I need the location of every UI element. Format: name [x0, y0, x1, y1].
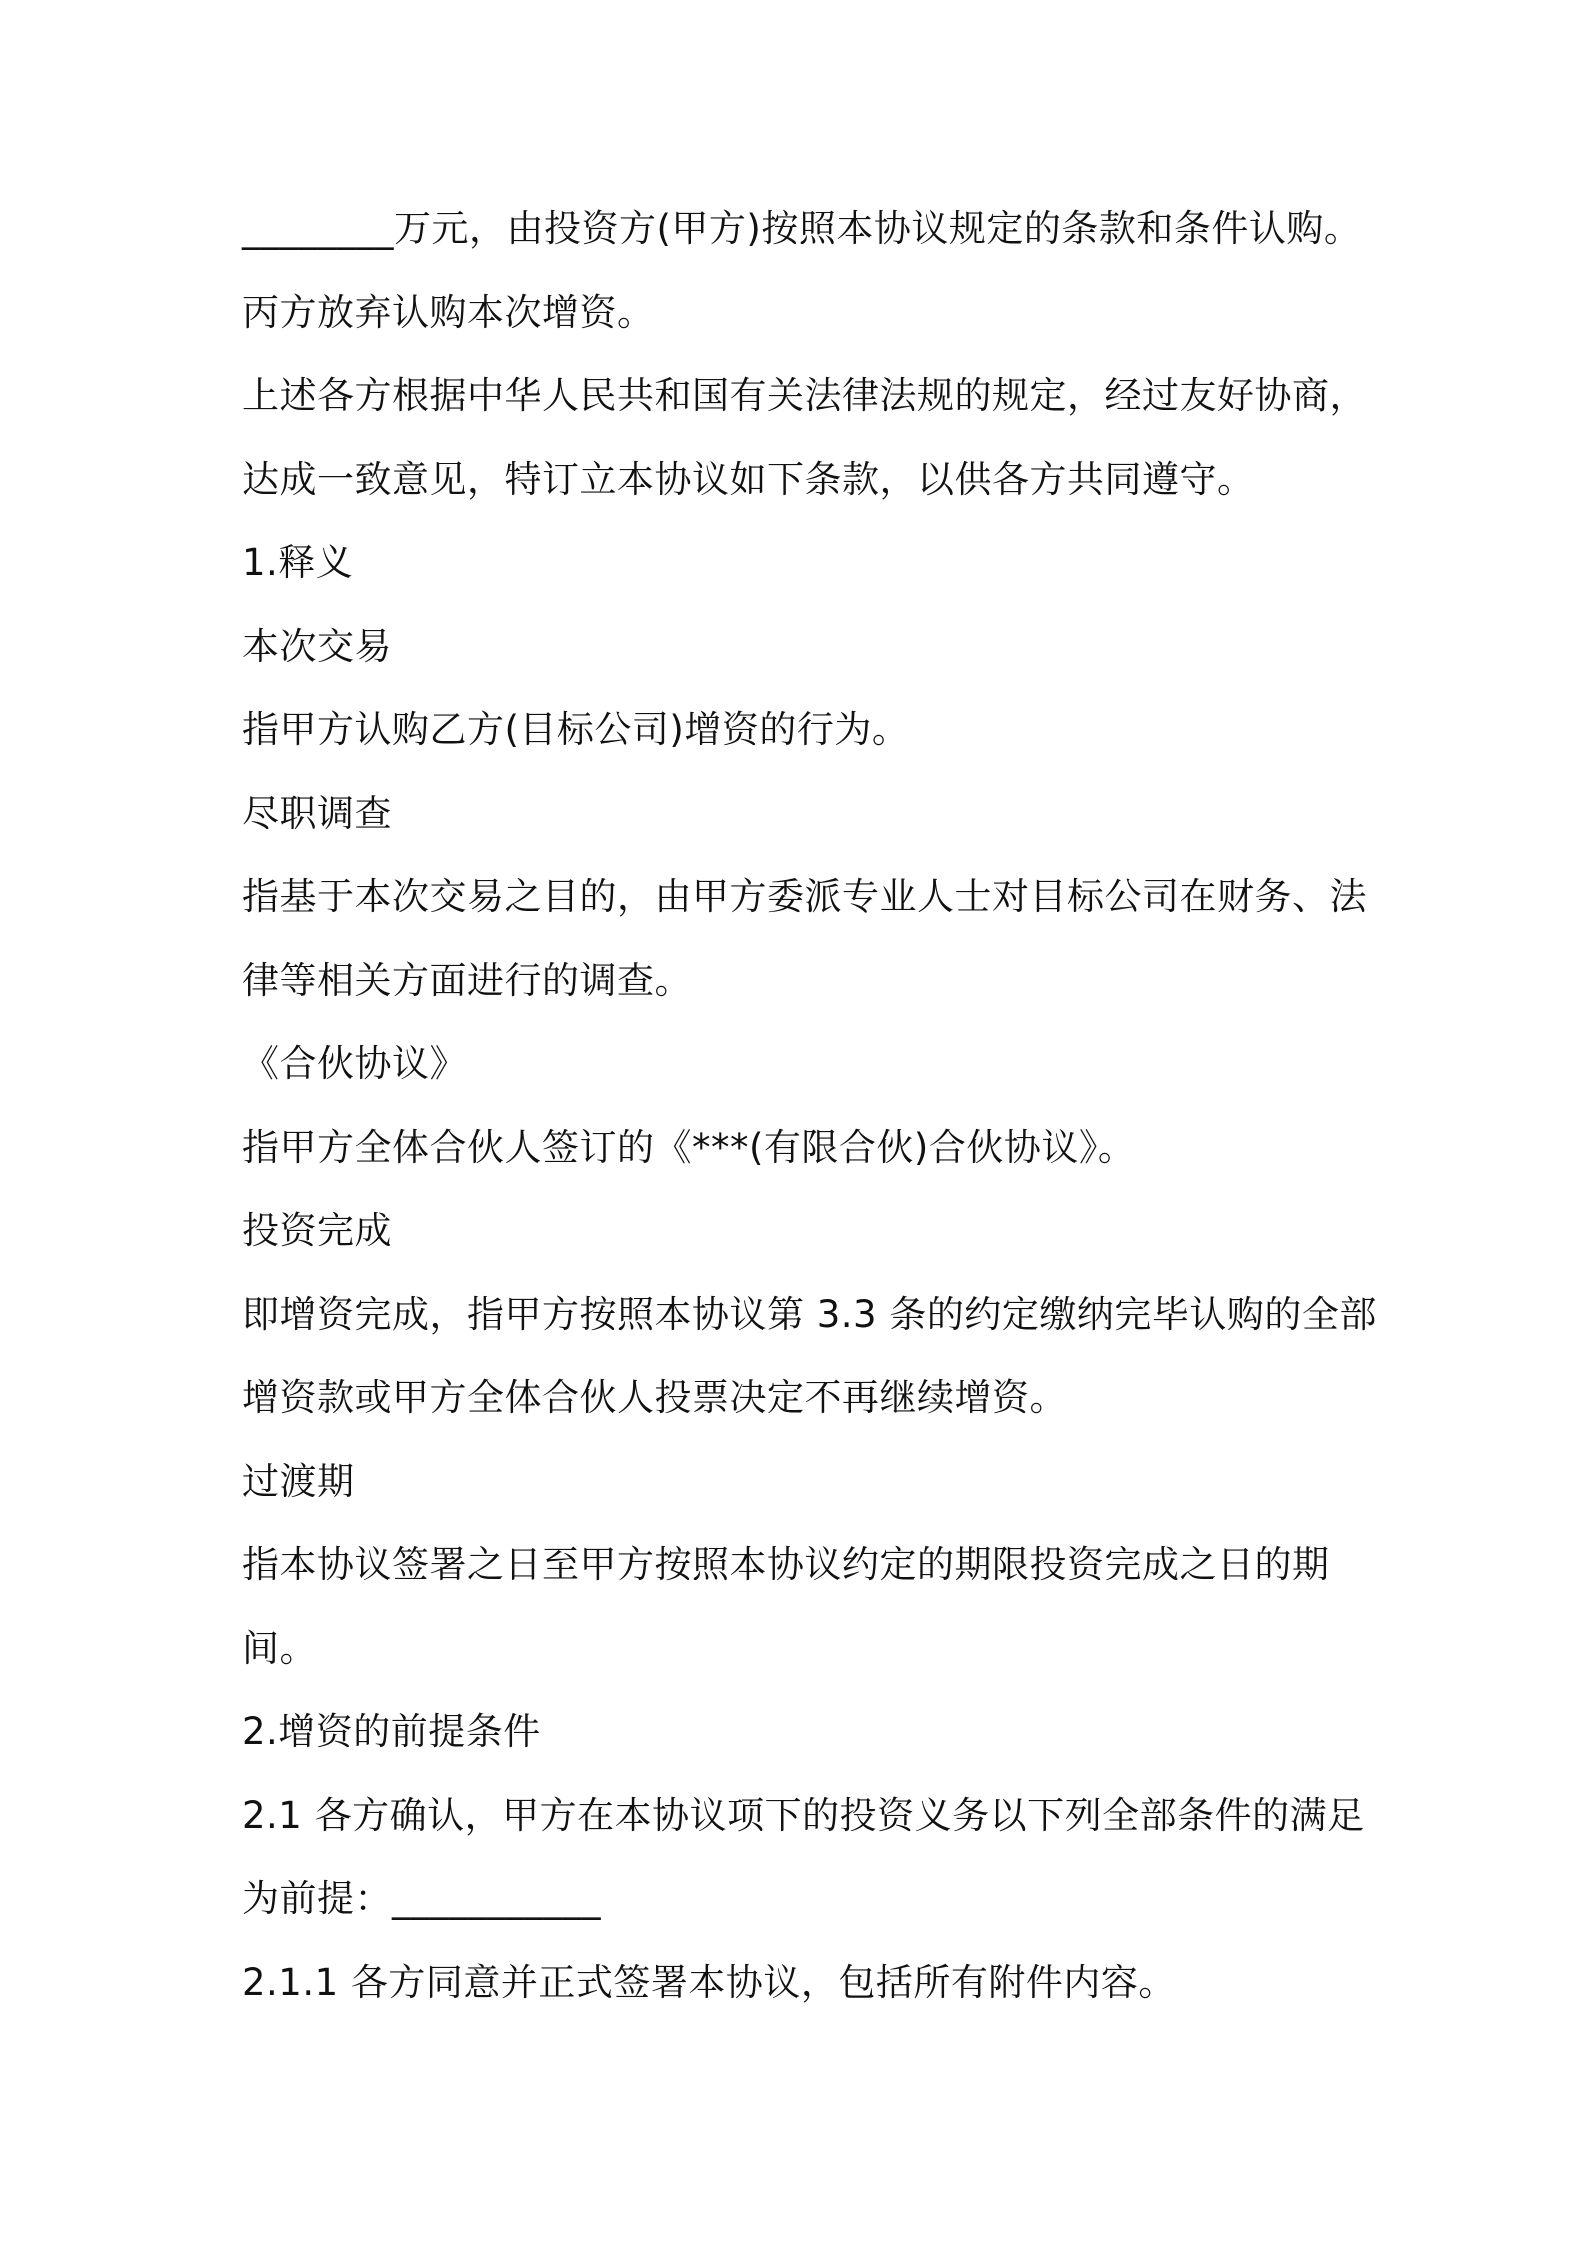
- text-line: 间。: [242, 1626, 317, 1670]
- term-heading: 《合伙协议》: [242, 1042, 467, 1085]
- text-line: ________万元，由投资方(甲方)按照本协议规定的条款和条件认购。: [242, 207, 1362, 250]
- term-heading: 过渡期: [242, 1459, 355, 1503]
- section-heading: 1.释义: [242, 541, 354, 584]
- term-heading: 投资完成: [242, 1209, 392, 1252]
- text-line: 指本协议签署之日至甲方按照本协议约定的期限投资完成之日的期: [242, 1543, 1330, 1586]
- text-line: 指甲方全体合伙人签订的《***(有限合伙)合伙协议》。: [242, 1125, 1136, 1169]
- text-line: 2.1 各方确认，甲方在本协议项下的投资义务以下列全部条件的满足: [242, 1793, 1365, 1837]
- text-line: 上述各方根据中华人民共和国有关法律法规的规定，经过友好协商，: [242, 374, 1367, 417]
- text-line: 指甲方认购乙方(目标公司)增资的行为。: [242, 708, 910, 751]
- section-heading: 2.增资的前提条件: [242, 1710, 541, 1753]
- term-heading: 尽职调查: [242, 791, 392, 835]
- term-heading: 本次交易: [242, 624, 392, 668]
- text-line: 2.1.1 各方同意并正式签署本协议，包括所有附件内容。: [242, 1960, 1176, 2004]
- text-line: 丙方放弃认购本次增资。: [242, 290, 655, 334]
- text-line: 为前提：___________: [242, 1877, 601, 1920]
- text-line: 即增资完成，指甲方按照本协议第 3.3 条的约定缴纳完毕认购的全部: [242, 1292, 1377, 1336]
- document-body: [242, 198, 1377, 2035]
- text-line: 达成一致意见，特订立本协议如下条款，以供各方共同遵守。: [242, 457, 1255, 501]
- text-line: 指基于本次交易之目的，由甲方委派专业人士对目标公司在财务、法: [242, 875, 1367, 918]
- text-line: 律等相关方面进行的调查。: [242, 958, 692, 1002]
- text-line: 增资款或甲方全体合伙人投票决定不再继续增资。: [242, 1376, 1067, 1419]
